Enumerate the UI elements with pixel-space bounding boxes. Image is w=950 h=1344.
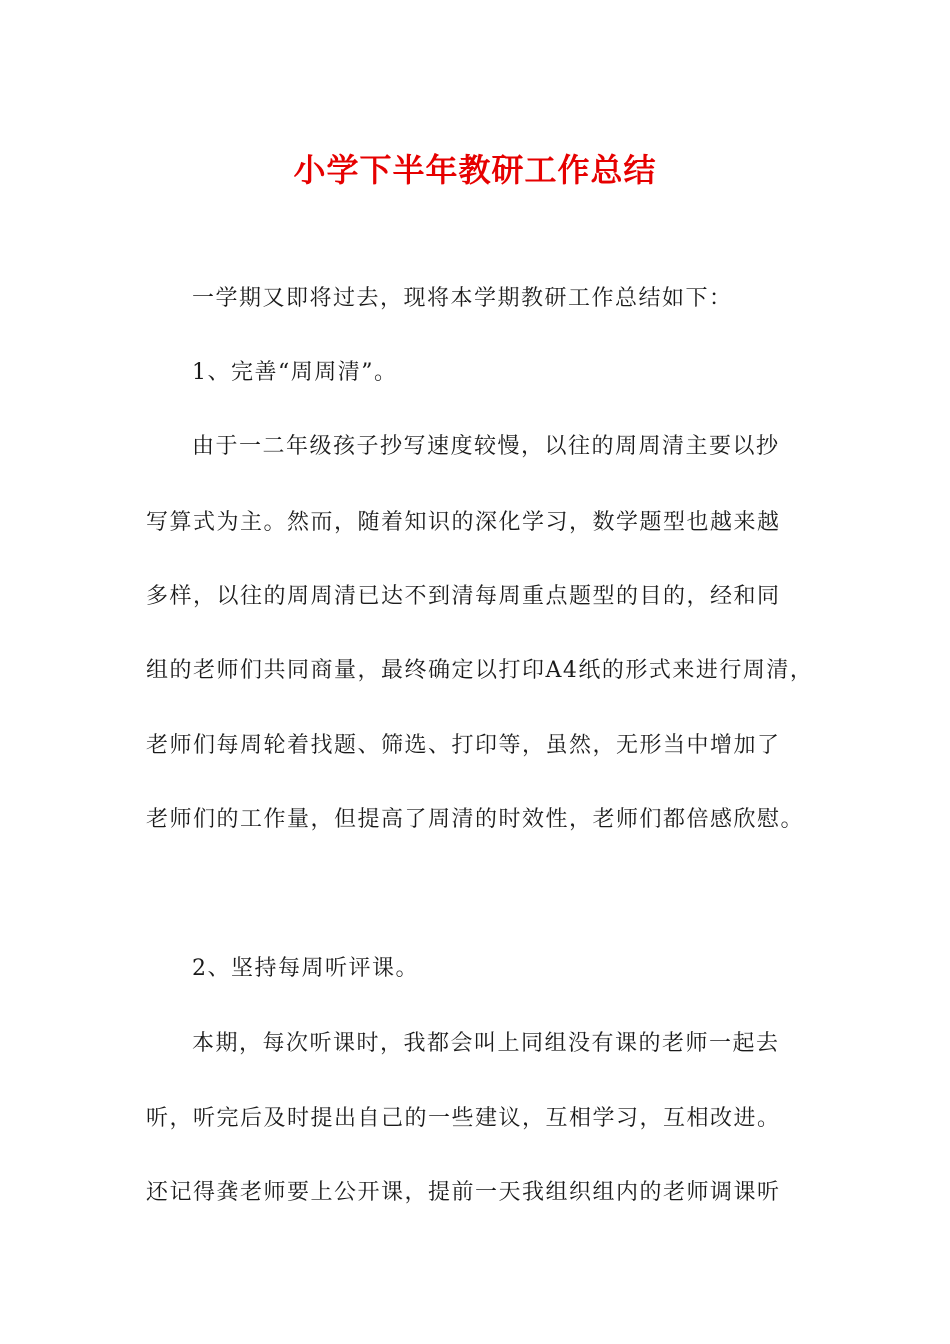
section-1-paragraph-line: 由于一二年级孩子抄写速度较慢，以往的周周清主要以抄 <box>192 434 780 459</box>
section-1-paragraph-line: 老师们的工作量，但提高了周清的时效性，老师们都倍感欣慰。 <box>146 807 805 832</box>
section-2-heading: 2、坚持每周听评课。 <box>192 956 419 981</box>
section-2-paragraph-line: 本期，每次听课时，我都会叫上同组没有课的老师一起去 <box>192 1031 780 1056</box>
document-title: 小学下半年教研工作总结 <box>293 151 657 189</box>
section-2-paragraph-line: 还记得龚老师要上公开课，提前一天我组织组内的老师调课听 <box>146 1180 781 1205</box>
section-1-heading: 1、完善“周周清”。 <box>192 360 398 385</box>
section-1-paragraph-line: 多样，以往的周周清已达不到清每周重点题型的目的，经和同 <box>146 584 781 609</box>
intro-line: 一学期又即将过去，现将本学期教研工作总结如下： <box>192 286 733 311</box>
section-2-paragraph-line: 听，听完后及时提出自己的一些建议，互相学习，互相改进。 <box>146 1106 781 1131</box>
section-1-paragraph-line: 组的老师们共同商量，最终确定以打印A4纸的形式来进行周清， <box>146 658 814 683</box>
section-1-paragraph-line: 老师们每周轮着找题、筛选、打印等，虽然，无形当中增加了 <box>146 733 781 758</box>
section-1-paragraph-line: 写算式为主。然而，随着知识的深化学习，数学题型也越来越 <box>146 510 781 535</box>
